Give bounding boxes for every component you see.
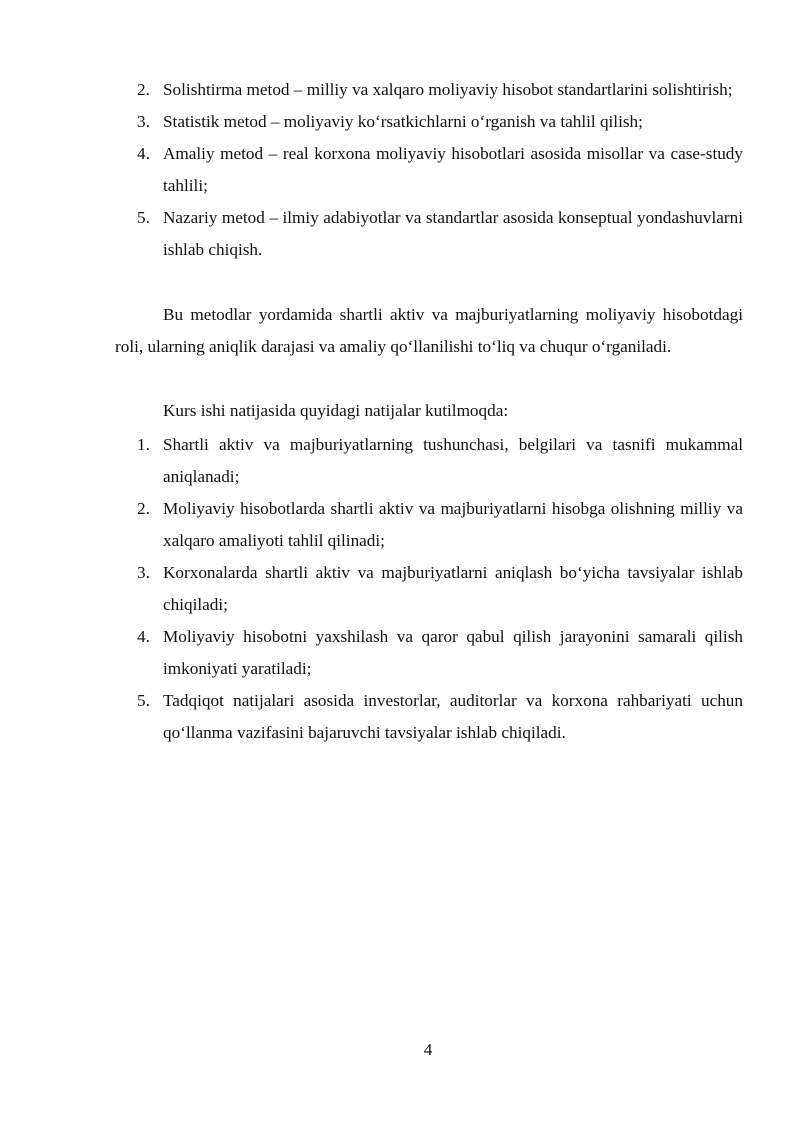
list-item-number: 5.: [137, 691, 150, 710]
list-item-number: 4.: [137, 144, 150, 163]
list-item-number: 2.: [137, 80, 150, 99]
list-item: [0, 685, 800, 749]
list-item: [0, 621, 800, 685]
list-item: [0, 74, 800, 106]
list-item-number: 3.: [137, 563, 150, 582]
methods-list: [0, 74, 800, 266]
list-item: [0, 493, 800, 557]
list-item-text: Nazariy metod – ilmiy adabiyotlar va standartlar asosida konseptual yondashuvlarni ishlab chiqish.: [163, 208, 743, 259]
page-number: 4: [423, 1040, 433, 1059]
results-list: [0, 429, 800, 749]
list-item-text: Statistik metod – moliyaviy koʻrsatkichlarni oʻrganish va tahlil qilish;: [163, 112, 643, 131]
list-item-number: 1.: [137, 435, 150, 454]
list-item-number: 5.: [137, 208, 150, 227]
list-item-text: Amaliy metod – real korxona moliyaviy hisobotlari asosida misollar va case-study tahlili;: [163, 144, 743, 195]
list-item-number: 3.: [137, 112, 150, 131]
list-item: [0, 557, 800, 621]
list-item: [0, 429, 800, 493]
list-item-text: Solishtirma metod – milliy va xalqaro moliyaviy hisobot standartlarini solishtirish;: [163, 80, 733, 99]
list-item-number: 2.: [137, 499, 150, 518]
list-item-text: Moliyaviy hisobotlarda shartli aktiv va majburiyatlarni hisobga olishning milliy va xalqaro amaliyoti tahlil qilinadi;: [163, 499, 743, 550]
results-intro-paragraph: Kurs ishi natijasida quyidagi natijalar kutilmoqda:: [163, 401, 509, 420]
list-item-number: 4.: [137, 627, 150, 646]
list-item: [0, 106, 800, 138]
list-item-text: Moliyaviy hisobotni yaxshilash va qaror qabul qilish jarayonini samarali qilish imkoniyati yaratiladi;: [163, 627, 743, 678]
list-item: [0, 138, 800, 202]
list-item-text: Korxonalarda shartli aktiv va majburiyatlarni aniqlash boʻyicha tavsiyalar ishlab chiqiladi;: [163, 563, 743, 614]
list-item-text: Tadqiqot natijalari asosida investorlar, auditorlar va korxona rahbariyati uchun qoʻllanma vazifasini bajaruvchi tavsiyalar ishlab chiqiladi.: [163, 691, 743, 742]
list-item-text: Shartli aktiv va majburiyatlarning tushunchasi, belgilari va tasnifi mukammal aniqlanadi;: [163, 435, 743, 486]
list-item: [0, 202, 800, 266]
methods-summary-paragraph: Bu metodlar yordamida shartli aktiv va majburiyatlarning moliyaviy hisobotdagi roli, ularning aniqlik darajasi va amaliy qoʻllanilishi toʻliq va chuqur oʻrganiladi.: [115, 305, 743, 356]
